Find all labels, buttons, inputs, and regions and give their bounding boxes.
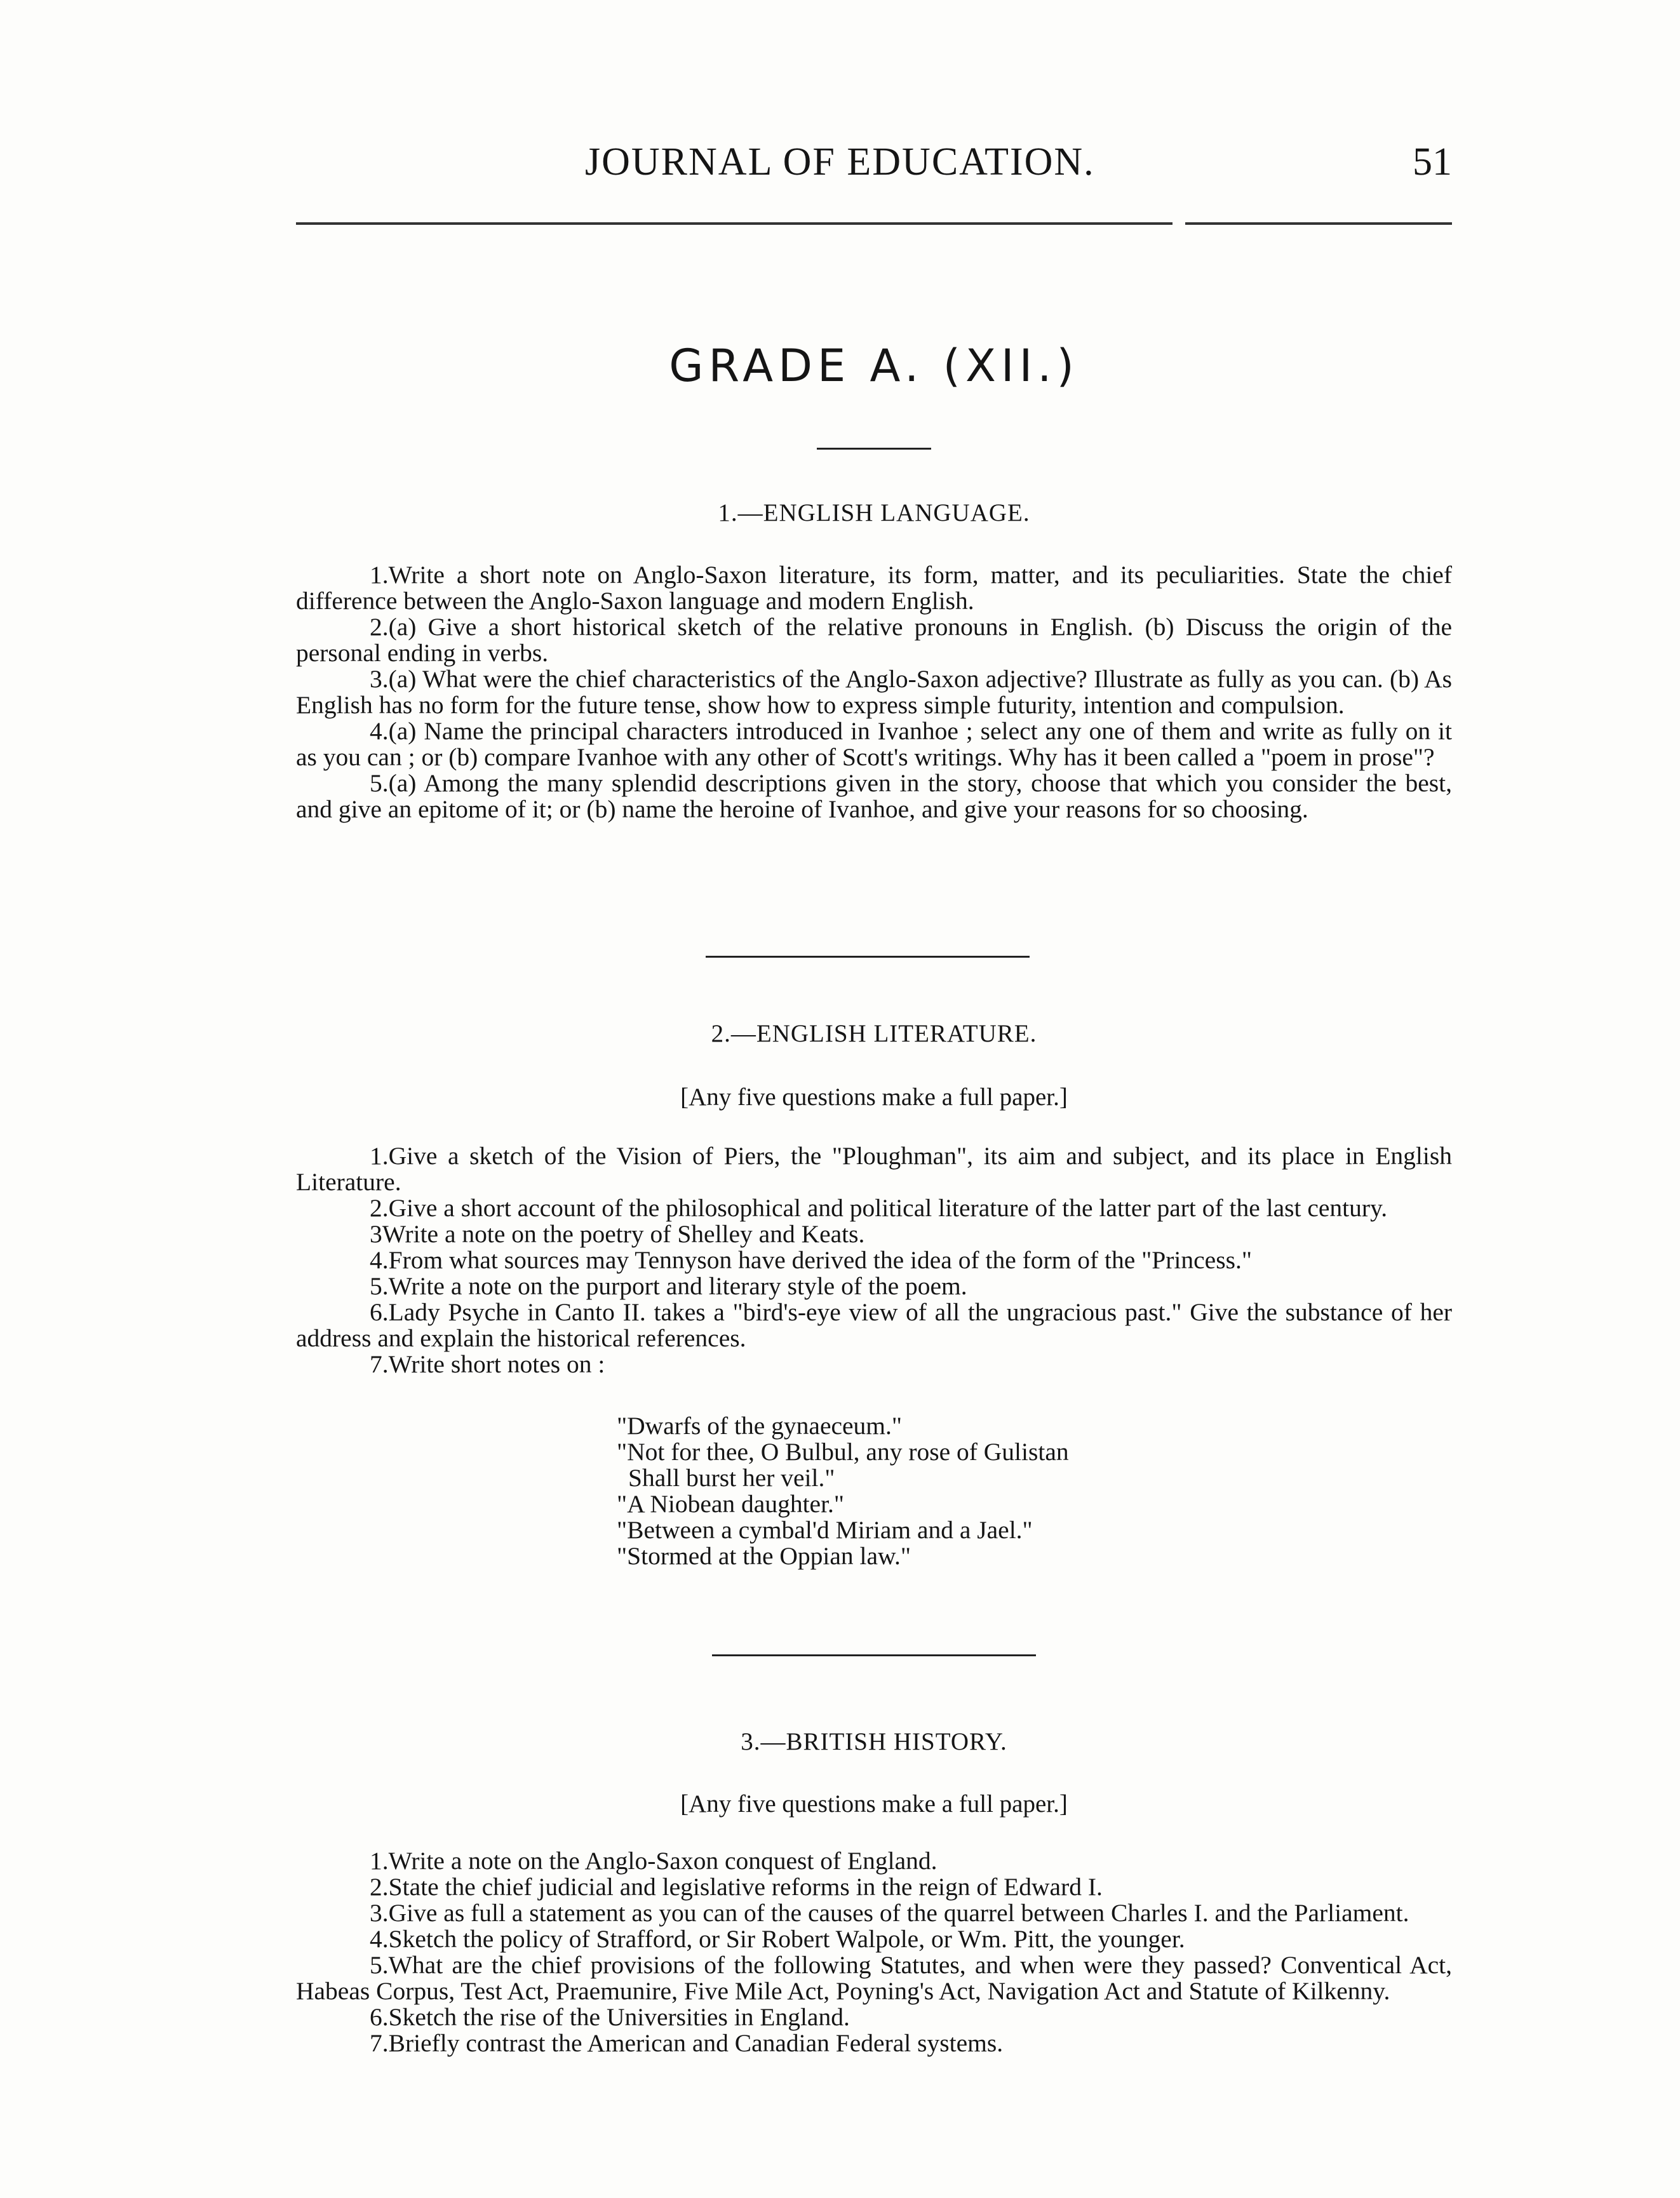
question-item [296,562,1452,614]
question-item [296,1221,1452,1247]
section-title-british-history: 3.—BRITISH HISTORY. [741,1728,1007,1755]
question-number: 5. [370,769,389,797]
quote-line: "Stormed at the Oppian law." [617,1542,911,1570]
question-item [296,1143,1452,1195]
running-title: JOURNAL OF EDUCATION. [585,140,1095,184]
question-text: (a) Give a short historical sketch of the relative pronouns in English. (b) Discuss the origin of the personal ending in verbs. [296,613,1452,667]
question-text: (a) Name the principal characters introduced in Ivanhoe ; select any one of them and write as fully on it as you can ; or (b) compare Ivanhoe with any other of Scott's writings. Why has it been called a "poem in prose"? [296,717,1452,771]
question-number: 4. [370,1246,389,1274]
grade-title: GRADE A. (XII.) [669,340,1079,392]
question-item [296,666,1452,718]
question-text: (a) What were the chief characteristics of the Anglo-Saxon adjective? Illustrate as fully as you can. (b) As English has no form for the future tense, show how to express simple futurity, intention and compulsion. [296,665,1452,719]
question-item [296,1848,1452,1874]
quote-line: Shall burst her veil." [628,1464,835,1492]
question-item [296,718,1452,770]
question-text: Write a note on the poetry of Shelley and Keats. [382,1220,865,1248]
quote-line: "A Niobean daughter." [617,1490,845,1518]
question-text: State the chief judicial and legislative reforms in the reign of Edward I. [388,1873,1103,1901]
page-number: 51 [1413,140,1452,184]
question-item [296,2004,1452,2030]
question-number: 6. [370,1298,389,1326]
question-number: 5. [370,1951,389,1979]
question-text: Sketch the rise of the Universities in England. [388,2003,850,2031]
section-title-english-language: 1.—ENGLISH LANGUAGE. [718,499,1030,526]
question-number: 3 [370,1220,382,1248]
question-number: 7. [370,2029,389,2057]
question-text: Write a short note on Anglo-Saxon literature, its form, matter, and its peculiarities. State the chief difference between the Anglo-Saxon language and modern English. [296,561,1452,615]
question-number: 1. [370,561,389,589]
question-text: Give a short account of the philosophical and political literature of the latter part of the last century. [388,1194,1388,1222]
question-number: 1. [370,1847,389,1875]
question-number: 2. [370,613,389,641]
header-rule-right [1185,222,1452,225]
question-text: Briefly contrast the American and Canadian Federal systems. [388,2029,1004,2057]
question-text: Sketch the policy of Strafford, or Sir Robert Walpole, or Wm. Pitt, the younger. [388,1925,1185,1953]
question-text: Lady Psyche in Canto II. takes a "bird's-eye view of all the ungracious past." Give the substance of her address and explain the historical references. [296,1298,1452,1352]
question-item [296,1299,1452,1351]
question-text: Write a note on the purport and literary style of the poem. [388,1272,967,1300]
question-text: (a) Among the many splendid descriptions given in the story, choose that which you consider the best, and give an epitome of it; or (b) name the heroine of Ivanhoe, and give your reasons for so choosing. [296,769,1452,823]
question-item [296,1195,1452,1221]
question-number: 3. [370,665,389,693]
question-text: From what sources may Tennyson have derived the idea of the form of the "Princess." [388,1246,1252,1274]
quote-line: "Not for thee, O Bulbul, any rose of Gulistan [617,1438,1069,1466]
running-header [296,140,1452,197]
question-text: What are the chief provisions of the following Statutes, and when were they passed? Conventical Act, Habeas Corpus, Test Act, Praemunire, Five Mile Act, Poyning's Act, Navigation Act and Statute of Kilkenny. [296,1951,1452,2005]
question-number: 3. [370,1899,389,1927]
british-history-questions [296,1848,1452,2056]
section-note: [Any five questions make a full paper.] [680,1083,1068,1111]
question-number: 6. [370,2003,389,2031]
quoted-phrases [617,1413,1069,1569]
question-number: 4. [370,717,389,745]
question-item [296,614,1452,666]
section-title-english-literature: 2.—ENGLISH LITERATURE. [711,1020,1037,1047]
quote-line: "Dwarfs of the gynaeceum." [617,1412,903,1440]
question-item [296,1900,1452,1926]
section-divider [712,1654,1036,1656]
question-item [296,1247,1452,1273]
question-item [296,1351,1452,1377]
question-number: 5. [370,1272,389,1300]
question-number: 7. [370,1350,389,1378]
question-number: 2. [370,1194,389,1222]
question-item [296,2030,1452,2056]
question-text: Give a sketch of the Vision of Piers, the "Ploughman", its aim and subject, and its place in English Literature. [296,1142,1452,1196]
question-number: 2. [370,1873,389,1901]
question-number: 4. [370,1925,389,1953]
question-text: Write a note on the Anglo-Saxon conquest of England. [388,1847,937,1875]
question-item [296,770,1452,822]
english-literature-questions [296,1143,1452,1377]
question-item [296,1926,1452,1952]
question-item [296,1273,1452,1299]
question-text: Give as full a statement as you can of the causes of the quarrel between Charles I. and the Parliament. [388,1899,1409,1927]
question-number: 1. [370,1142,389,1170]
question-item [296,1874,1452,1900]
english-language-questions [296,562,1452,822]
title-rule [817,448,931,450]
question-text: Write short notes on : [388,1350,605,1378]
quote-line: "Between a cymbal'd Miriam and a Jael." [617,1516,1033,1544]
question-item [296,1952,1452,2004]
section-divider [706,956,1030,958]
section-note: [Any five questions make a full paper.] [680,1790,1068,1818]
header-rule-left [296,222,1173,225]
